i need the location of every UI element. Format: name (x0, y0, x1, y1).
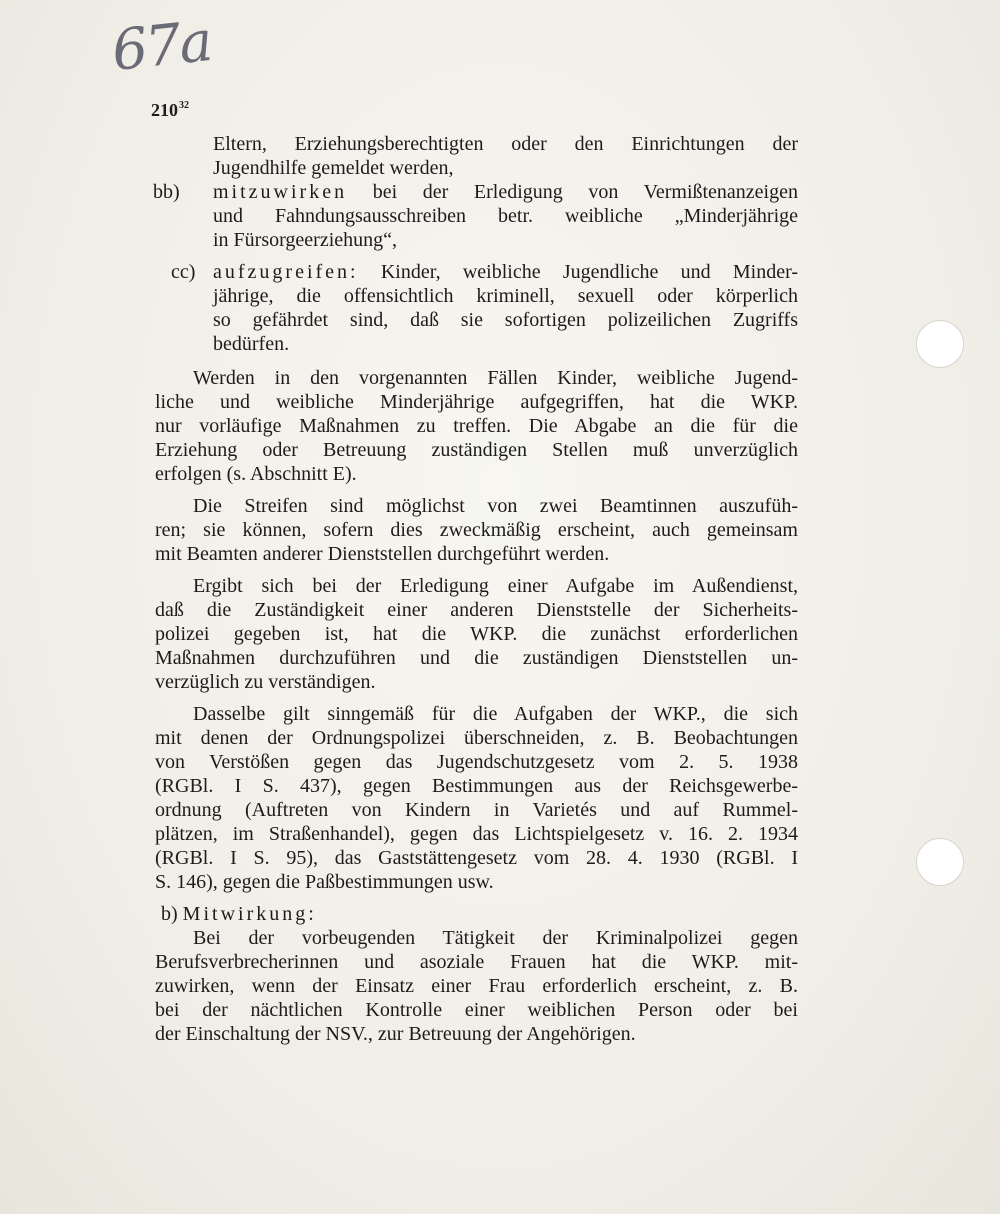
item-cc-first-rest: Kinder, weibliche Jugendliche und Minder- (358, 261, 798, 283)
item-cc-first-line (213, 260, 798, 284)
text-line: Jugendhilfe gemeldet werden, (213, 157, 454, 179)
text-line: nur vorläufige Maßnahmen zu treffen. Die Abgabe an die für die (155, 415, 798, 437)
item-cc-label: cc) (171, 261, 196, 283)
paragraph-intro (155, 132, 798, 180)
text-line: mit denen der Ordnungspolizei überschneiden, z. B. Beobachtungen (155, 727, 798, 749)
page-number (151, 100, 189, 121)
text-line: erfolgen (s. Abschnitt E). (155, 463, 357, 485)
text-line: liche und weibliche Minderjährige aufgegriffen, hat die WKP. (155, 391, 798, 413)
text-line: bei der nächtlichen Kontrolle einer weiblichen Person oder bei (155, 999, 798, 1021)
item-bb-first-rest: bei der Erledigung von Vermißtenanzeigen (347, 181, 798, 203)
text-line: Dasselbe gilt sinngemäß für die Aufgaben der WKP., die sich (193, 703, 798, 725)
text-line: polizei gegeben ist, hat die WKP. die zunächst erforderlichen (155, 623, 798, 645)
text-line: bedürfen. (213, 333, 290, 355)
section-b-label: b) (161, 903, 178, 925)
handwritten-page-note: 67a (108, 9, 214, 84)
paragraph-ergibt (155, 574, 798, 694)
text-line: (RGBl. I S. 437), gegen Bestimmungen aus der Reichsgewerbe- (155, 775, 798, 797)
item-bb-first-line (213, 180, 798, 204)
text-line: zuwirken, wenn der Einsatz einer Frau erforderlich erscheint, z. B. (155, 975, 798, 997)
section-b-heading (161, 902, 798, 926)
bleed-through-text: ﾠ (150, 119, 169, 140)
item-bb-term: mitzuwirken (213, 181, 348, 203)
text-line: Eltern, Erziehungsberechtigten oder den Einrichtungen der (213, 133, 798, 155)
item-bb-label: bb) (153, 181, 180, 203)
text-line: in Fürsorgeerziehung“, (213, 229, 398, 251)
paragraph-dasselbe (155, 702, 798, 894)
text-line: Maßnahmen durchzuführen und die zuständigen Dienststellen un- (155, 647, 798, 669)
text-line: verzüglich zu verständigen. (155, 671, 376, 693)
item-cc (153, 260, 798, 356)
text-line: und Fahndungsausschreiben betr. weibliche „Minderjährige (213, 205, 798, 227)
text-line: ordnung (Auftreten von Kindern in Varietés und auf Rummel- (155, 799, 798, 821)
text-line: daß die Zuständigkeit einer anderen Dienststelle der Sicherheits- (155, 599, 798, 621)
page-number-main: 210 (151, 100, 178, 120)
item-cc-term: aufzugreifen: (213, 261, 359, 283)
body-text (155, 132, 798, 1046)
text-line: von Verstößen gegen das Jugendschutzgesetz vom 2. 5. 1938 (155, 751, 798, 773)
text-line: jährige, die offensichtlich kriminell, sexuell oder körperlich (213, 285, 798, 307)
item-bb (153, 180, 798, 252)
paragraph-werden (155, 366, 798, 486)
punch-hole-upper (916, 320, 964, 368)
text-line: plätzen, im Straßenhandel), gegen das Lichtspielgesetz v. 16. 2. 1934 (155, 823, 798, 845)
paragraph-mitwirkung (155, 926, 798, 1046)
text-line: ren; sie können, sofern dies zweckmäßig erscheint, auch gemeinsam (155, 519, 798, 541)
text-line: Die Streifen sind möglichst von zwei Beamtinnen auszufüh- (193, 495, 798, 517)
text-line: (RGBl. I S. 95), das Gaststättengesetz vom 28. 4. 1930 (RGBl. I (155, 847, 798, 869)
text-line: S. 146), gegen die Paßbestimmungen usw. (155, 871, 494, 893)
text-line: Werden in den vorgenannten Fällen Kinder, weibliche Jugend- (193, 367, 798, 389)
text-line: der Einschaltung der NSV., zur Betreuung der Angehörigen. (155, 1023, 636, 1045)
text-line: Ergibt sich bei der Erledigung einer Aufgabe im Außendienst, (193, 575, 798, 597)
paragraph-streifen (155, 494, 798, 566)
page-number-superscript: 32 (179, 100, 189, 111)
punch-hole-lower (916, 838, 964, 886)
text-line: Berufsverbrecherinnen und asoziale Frauen hat die WKP. mit- (155, 951, 798, 973)
text-line: mit Beamten anderer Dienststellen durchgeführt werden. (155, 543, 610, 565)
text-line: so gefährdet sind, daß sie sofortigen polizeilichen Zugriffs (213, 309, 798, 331)
text-line: Bei der vorbeugenden Tätigkeit der Kriminalpolizei gegen (193, 927, 798, 949)
text-line: Erziehung oder Betreuung zuständigen Stellen muß unverzüglich (155, 439, 798, 461)
section-b-title: Mitwirkung: (182, 903, 317, 925)
